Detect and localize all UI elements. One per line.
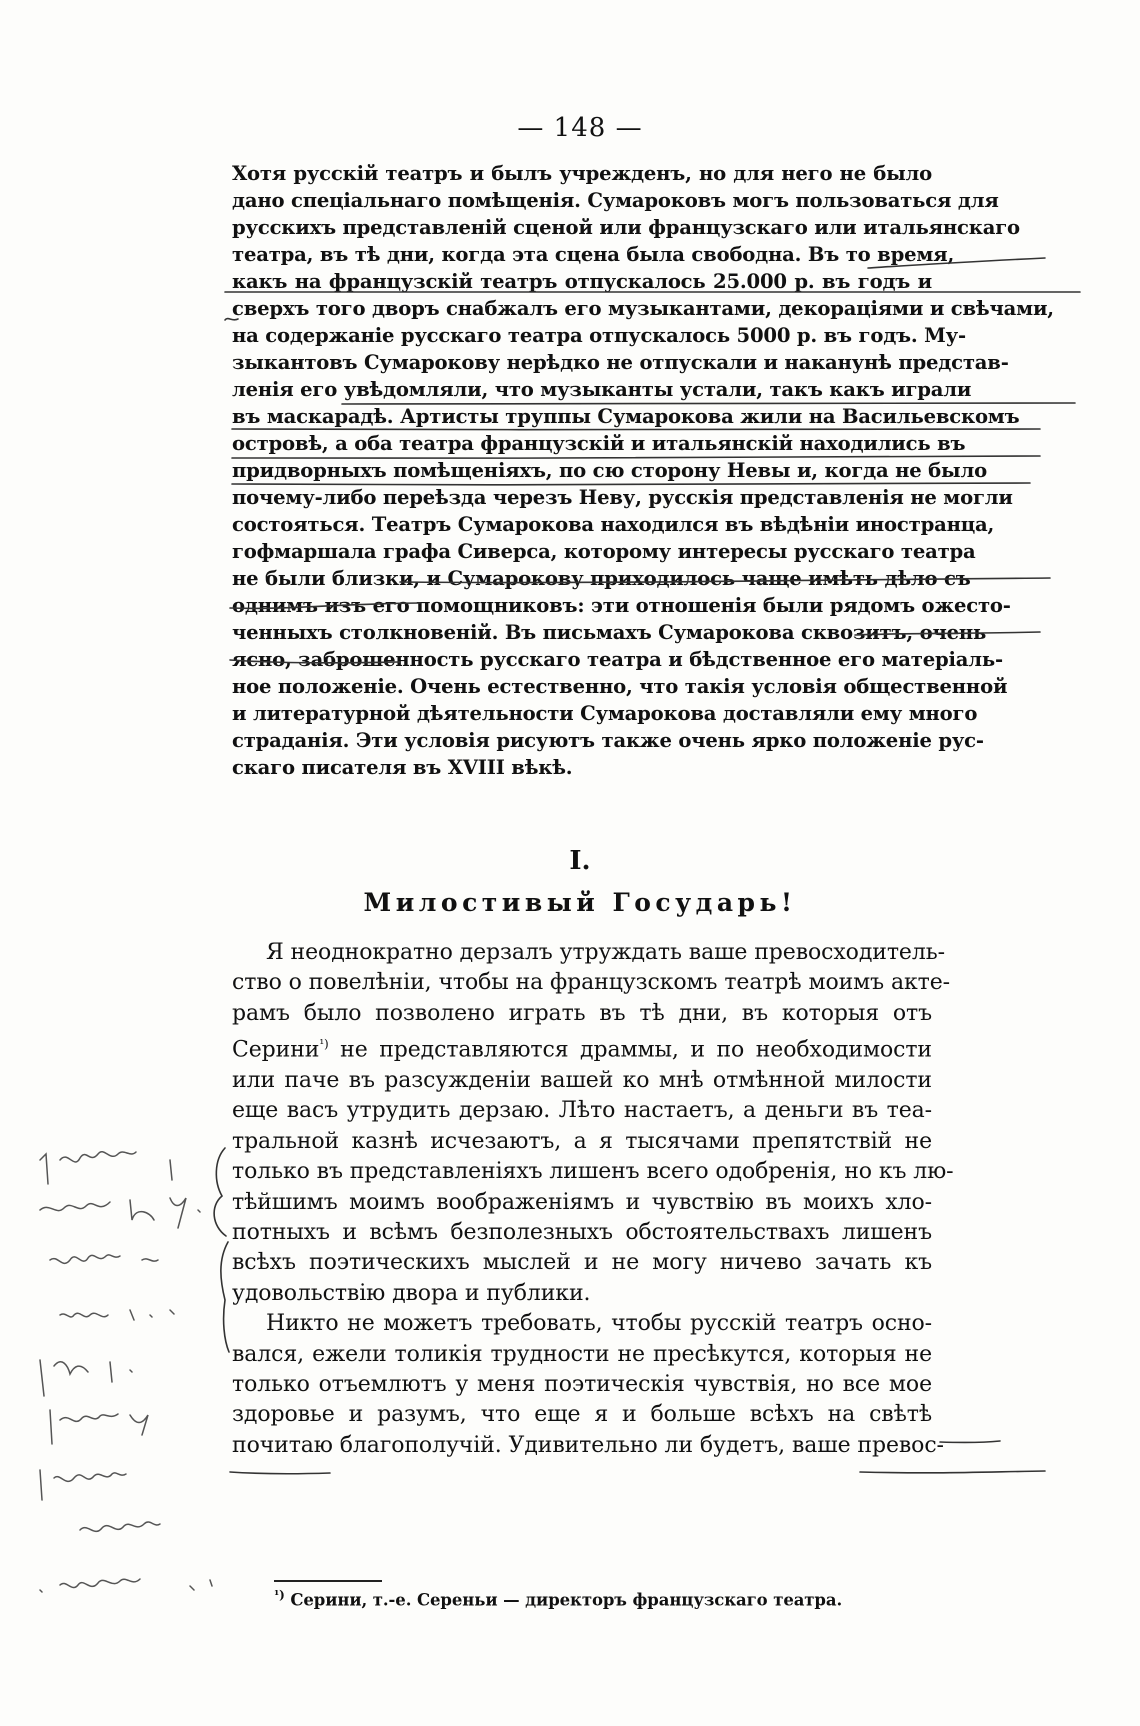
salutation: Милостивый Государь!	[363, 888, 797, 917]
letter-line: тральной казнѣ исчезаютъ, а я тысячами препятствій не	[232, 1128, 932, 1154]
intro-line: ное положеніе. Очень естественно, что такія условія общественной	[232, 675, 1008, 698]
letter-line: удовольствію двора и публики.	[232, 1280, 591, 1306]
letter-number: I.	[569, 846, 591, 876]
intro-line: скаго писателя въ XVIII вѣкѣ.	[232, 756, 573, 779]
intro-line: театра, въ тѣ дни, когда эта сцена была свободна. Въ то время,	[232, 243, 955, 266]
letter-line: всѣхъ поэтическихъ мыслей и не могу ничево зачать къ	[232, 1250, 932, 1276]
intro-line: островѣ, а оба театра французскій и итальянскій находились въ	[232, 432, 966, 455]
letter-line: здоровье и разумъ, что еще я и больше всѣхъ на свѣтѣ	[232, 1402, 932, 1428]
footnote-ref-marker: ¹)	[319, 1037, 329, 1052]
footnote-divider	[274, 1580, 382, 1582]
letter-line: потныхъ и всѣмъ безполезныхъ обстоятельствахъ лишенъ	[232, 1219, 932, 1245]
intro-line: какъ на французскій театръ отпускалось 25.000 р. въ годъ и	[232, 270, 932, 293]
intro-paragraph	[232, 160, 1054, 781]
letter-line: почитаю благополучій. Удивительно ли будетъ, ваше превос-	[232, 1432, 944, 1458]
letter-line: Я неоднократно дерзалъ утруждать ваше превосходитель-	[266, 940, 945, 965]
letter-line-rest: не представляются драммы, и по необходимости	[328, 1037, 932, 1063]
letter-line: ство о повелѣніи, чтобы на французскомъ театрѣ моимъ акте-	[232, 970, 950, 996]
letter-line: Никто не можетъ требовать, чтобы русскій театръ осно-	[266, 1311, 932, 1337]
letter-line: только въ представленіяхъ лишенъ всего одобренія, но къ лю-	[232, 1159, 954, 1185]
letter-line: только отъемлютъ у меня поэтическія чувствія, но все мое	[232, 1372, 932, 1398]
underline-mark	[860, 1471, 1045, 1473]
letter-line: или паче въ разсужденіи вашей ко мнѣ отмѣнной милости	[232, 1067, 932, 1093]
intro-line: въ маскарадѣ. Артисты труппы Сумарокова жили на Васильевскомъ	[232, 405, 1020, 428]
intro-line: и литературной дѣятельности Сумарокова доставляли ему много	[232, 702, 978, 725]
letter-line-with-footnote	[232, 1029, 932, 1066]
letter-line: тѣйшимъ моимъ воображеніямъ и чувствію въ моихъ хло-	[232, 1189, 932, 1215]
footnote-ref-word: Серини	[232, 1037, 320, 1063]
handwritten-margin-note	[20, 1140, 230, 1640]
underline-mark	[230, 1472, 330, 1474]
footnote	[274, 1588, 934, 1610]
letter-line: вался, ежели толикія трудности не пресѣкутся, которыя не	[232, 1341, 932, 1367]
intro-line: дано спеціальнаго помѣщенія. Сумароковъ могъ пользоваться для	[232, 189, 999, 212]
page-number: — 148 —	[517, 113, 643, 143]
intro-line: ченныхъ столкновеній. Въ письмахъ Сумарокова сквозитъ, очень	[232, 621, 987, 644]
intro-line: на содержаніе русскаго театра отпускалось 5000 р. въ годъ. Му-	[232, 324, 966, 347]
footnote-text: Серини, т.-е. Сереньи — директоръ французскаго театра.	[284, 1590, 843, 1610]
footnote-marker: ¹)	[274, 1588, 285, 1602]
letter-line: еще васъ утрудить дерзаю. Лѣто настаетъ, а деньги въ теа-	[232, 1098, 932, 1124]
letter-line: рамъ было позволено играть въ тѣ дни, въ которыя отъ	[232, 1000, 932, 1026]
intro-line: страданія. Эти условія рисуютъ также очень ярко положеніе рус-	[232, 729, 984, 752]
intro-line: придворныхъ помѣщеніяхъ, по сю сторону Невы и, когда не было	[232, 459, 987, 482]
intro-line: сверхъ того дворъ снабжалъ его музыкантами, декораціями и свѣчами,	[232, 297, 1054, 320]
intro-line: почему-либо переѣзда черезъ Неву, русскія представленія не могли	[232, 486, 1013, 509]
underline-mark	[940, 1441, 1000, 1442]
intro-line: однимъ изъ его помощниковъ: эти отношенія были рядомъ ожесто-	[232, 594, 1011, 617]
intro-line: состояться. Театръ Сумарокова находился въ вѣдѣніи иностранца,	[232, 513, 995, 536]
intro-line: ясно, заброшенность русскаго театра и бѣдственное его матеріаль-	[232, 648, 1003, 671]
intro-line: ленія его увѣдомляли, что музыканты устали, такъ какъ играли	[232, 378, 972, 401]
intro-line: русскихъ представленій сценой или французскаго или итальянскаго	[232, 216, 1020, 239]
letter-body	[232, 938, 954, 1461]
intro-line: гофмаршала графа Сиверса, которому интересы русскаго театра	[232, 540, 976, 563]
intro-line: не были близки, и Сумарокову приходилось чаще имѣть дѣло съ	[232, 567, 971, 590]
intro-line: зыкантовъ Сумарокову нерѣдко не отпускали и наканунѣ представ-	[232, 351, 1009, 374]
intro-line: Хотя русскій театръ и былъ учрежденъ, но для него не было	[232, 162, 932, 185]
